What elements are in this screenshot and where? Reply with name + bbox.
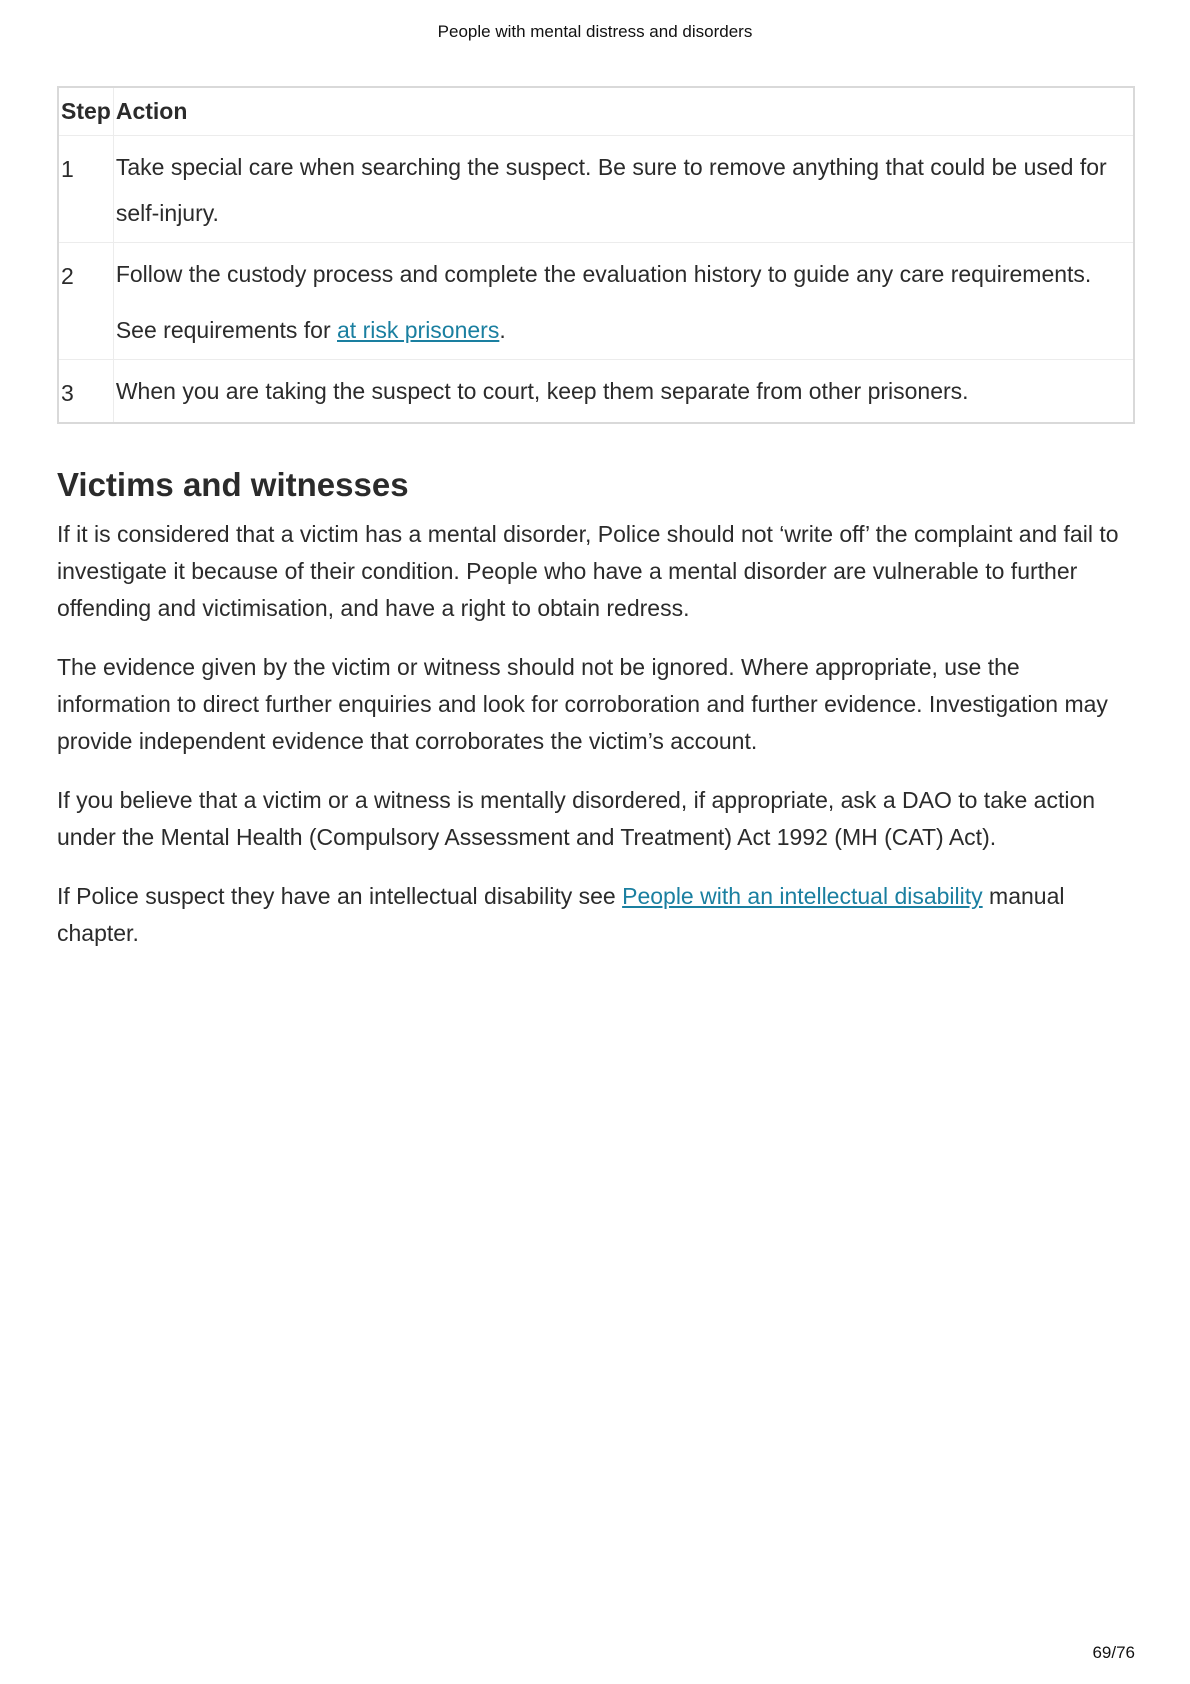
body-paragraph: If it is considered that a victim has a mental disorder, Police should not ‘write off’ the complaint and fail to investigate it because of their condition. People who have a mental disorder are vulnerable to further offending and victimisation, and have a right to obtain redress. bbox=[57, 521, 1119, 621]
intellectual-disability-link[interactable]: People with an intellectual disability bbox=[622, 883, 983, 909]
step-number: 1 bbox=[58, 136, 113, 243]
page-content bbox=[57, 86, 1135, 974]
table-row bbox=[58, 243, 1134, 360]
steps-table bbox=[57, 86, 1135, 424]
body-paragraph: The evidence given by the victim or witness should not be ignored. Where appropriate, use the information to direct further enquiries and look for corroboration and further evidence. Investigation may provide independent evidence that corroborates the victim’s account. bbox=[57, 654, 1108, 754]
column-header-step: Step bbox=[58, 87, 113, 136]
table-header-row bbox=[58, 87, 1134, 136]
at-risk-prisoners-link[interactable]: at risk prisoners bbox=[337, 317, 500, 343]
page-number: 69/76 bbox=[1092, 1643, 1135, 1662]
step-action bbox=[113, 243, 1134, 360]
step-action: Take special care when searching the suspect. Be sure to remove anything that could be used for self-injury. bbox=[113, 136, 1134, 243]
section-heading: Victims and witnesses bbox=[57, 466, 409, 503]
running-header: People with mental distress and disorders bbox=[437, 22, 753, 41]
body-paragraph: If you believe that a victim or a witness is mentally disordered, if appropriate, ask a DAO to take action under the Mental Health (Compulsory Assessment and Treatment) Act 1992 (MH (CAT) Act). bbox=[57, 787, 1096, 850]
final-paragraph-prefix: If Police suspect they have an intellectual disability see bbox=[57, 883, 616, 909]
body-paragraph-final bbox=[57, 878, 1135, 952]
final-paragraph-suffix: manual chapter. bbox=[57, 883, 1065, 946]
step-number: 3 bbox=[58, 360, 113, 424]
column-header-action: Action bbox=[113, 87, 1134, 136]
see-requirements-line bbox=[116, 307, 1131, 353]
step-number: 2 bbox=[58, 243, 113, 360]
step-action: When you are taking the suspect to court, keep them separate from other prisoners. bbox=[113, 360, 1134, 424]
table-row bbox=[58, 136, 1134, 243]
step-action-text: Follow the custody process and complete the evaluation history to guide any care requirements. bbox=[115, 261, 1092, 287]
see-requirements-prefix: See requirements for bbox=[115, 317, 331, 343]
see-requirements-suffix: . bbox=[499, 317, 506, 343]
table-row bbox=[58, 360, 1134, 424]
